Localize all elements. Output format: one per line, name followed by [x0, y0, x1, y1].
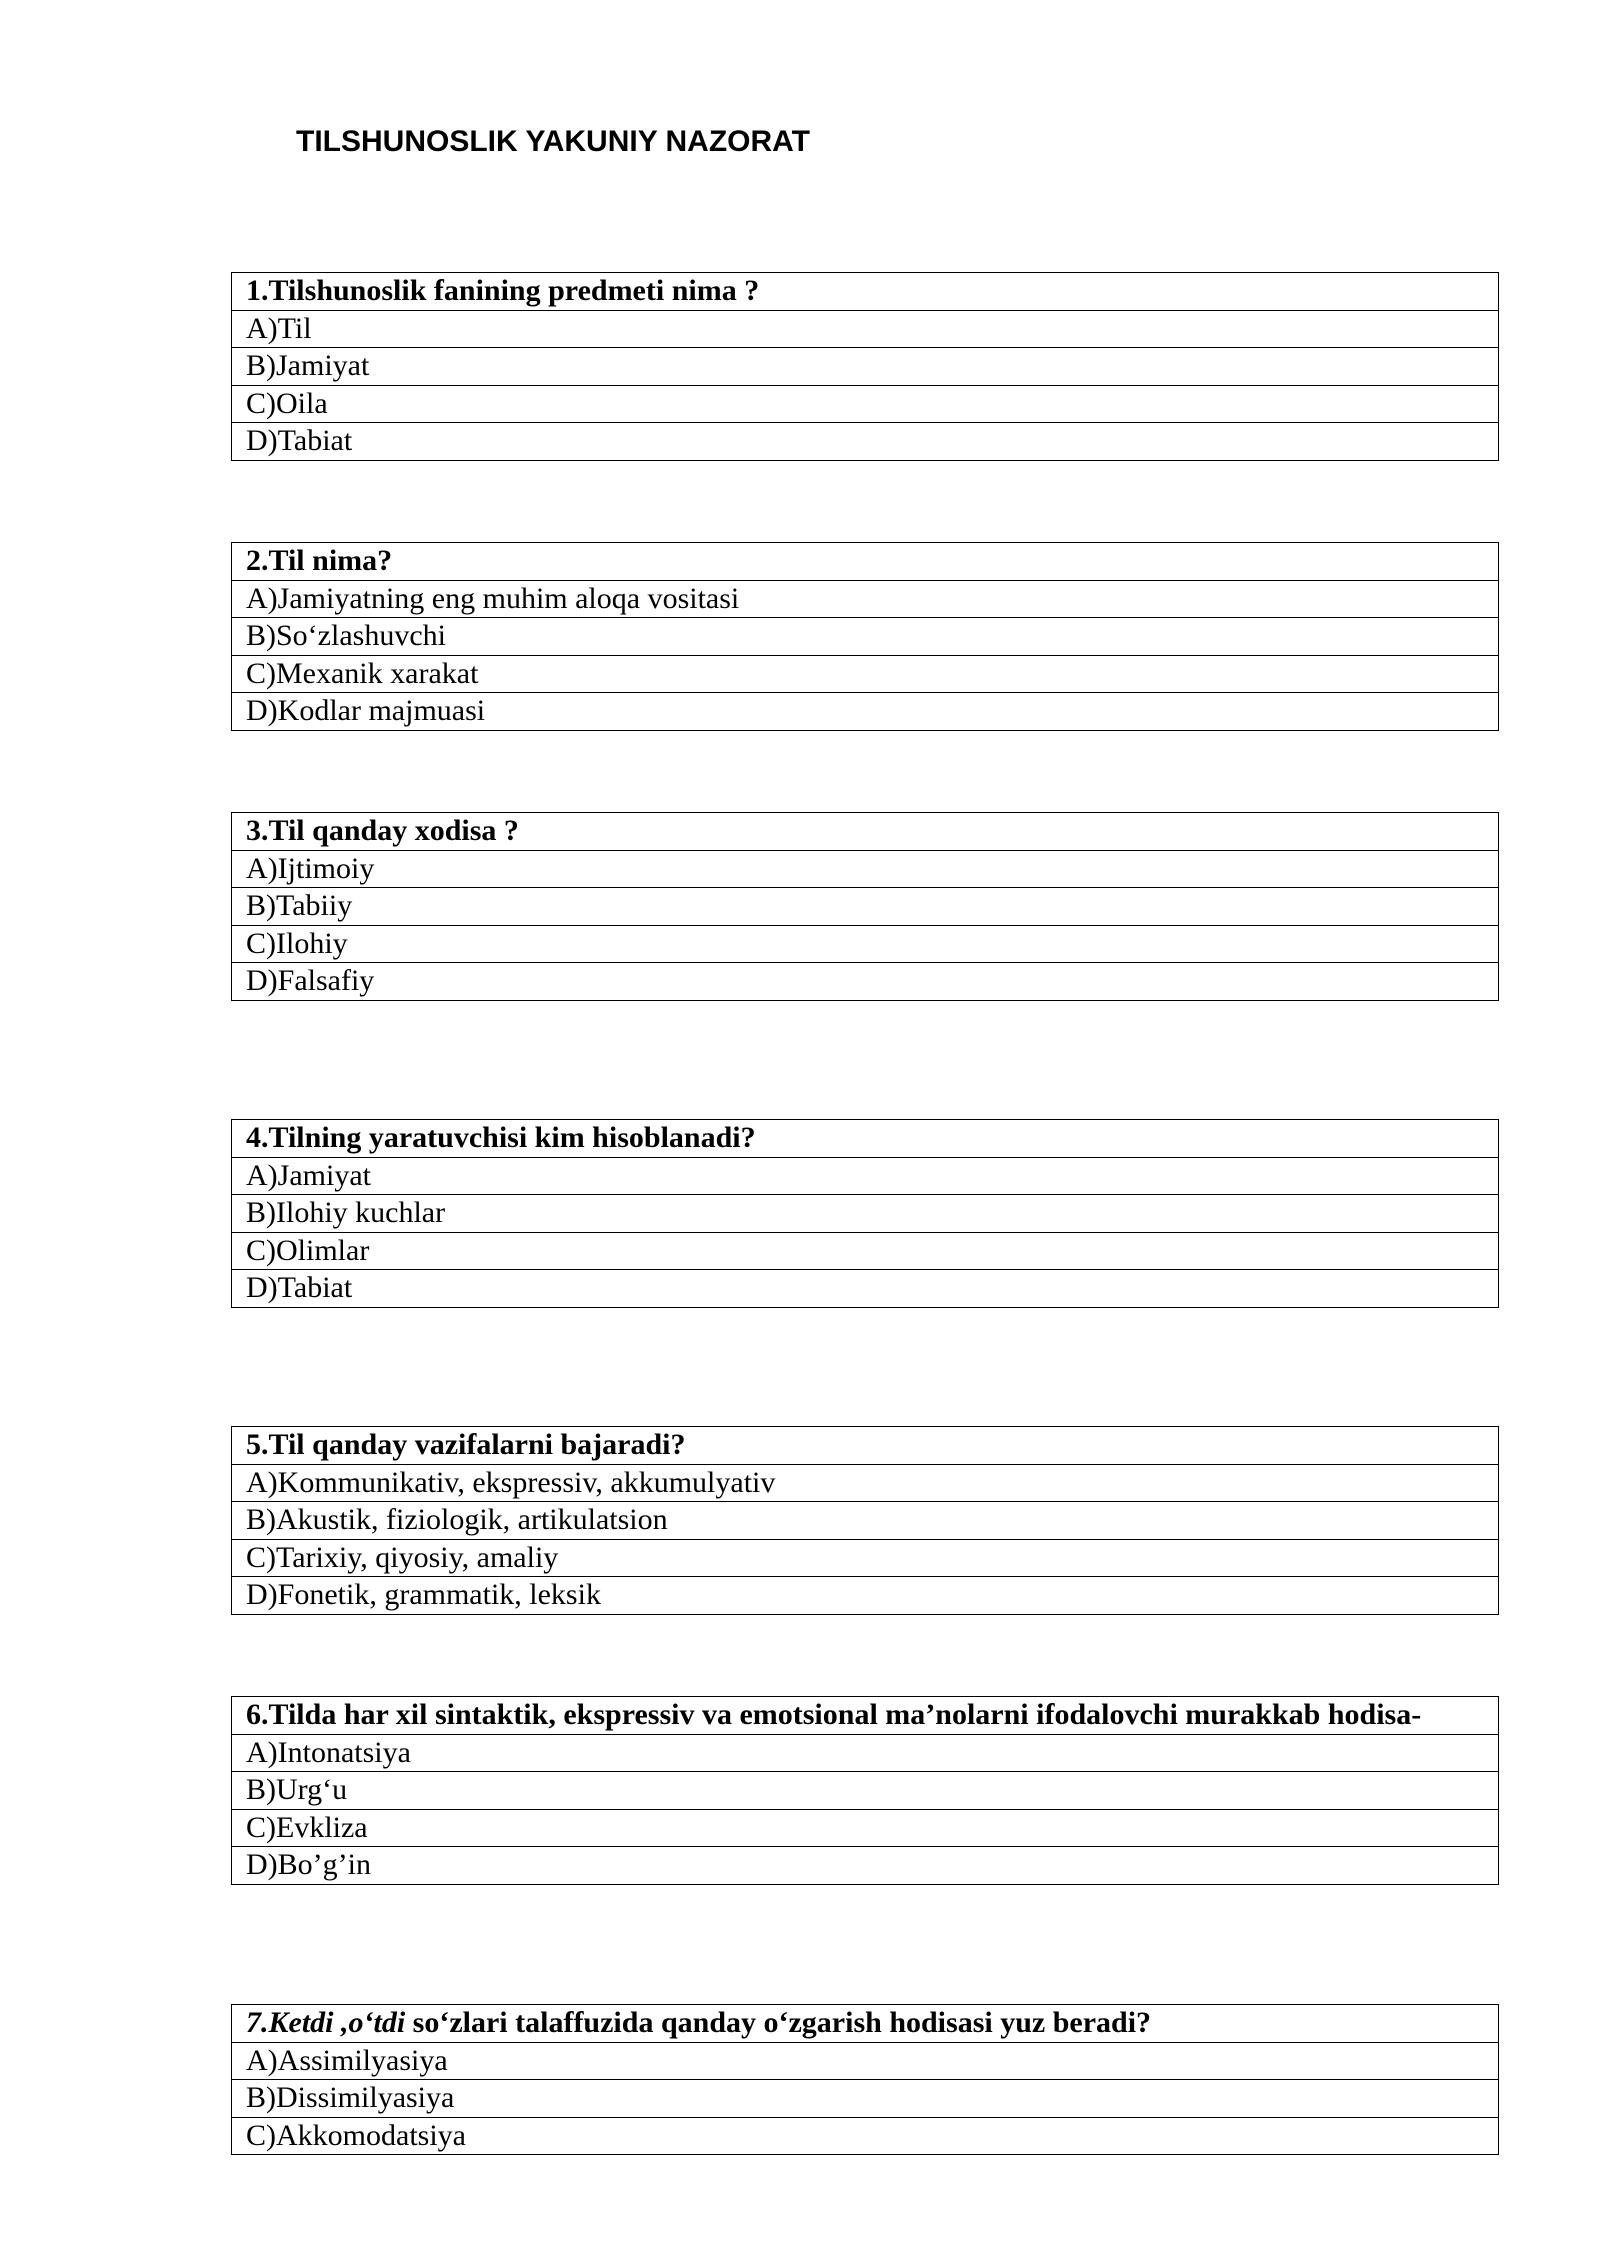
answer-option-a: A)Jamiyatning eng muhim aloqa vositasi	[232, 580, 1499, 618]
answer-option-b: B)Ilohiy kuchlar	[232, 1195, 1499, 1233]
question-text: 3.Til qanday xodisa ?	[232, 813, 1499, 851]
answer-option-a: A)Jamiyat	[232, 1157, 1499, 1195]
answer-option-b: B)Urg‘u	[232, 1772, 1499, 1810]
answer-option-a: A)Ijtimoiy	[232, 850, 1499, 888]
answer-option-c: C)Evkliza	[232, 1809, 1499, 1847]
question-block-4	[231, 1119, 1499, 1308]
answer-option-c: C)Ilohiy	[232, 925, 1499, 963]
question-block-2	[231, 542, 1499, 731]
question-text: 2.Til nima?	[232, 543, 1499, 581]
answer-option-d: D)Fonetik, grammatik, leksik	[232, 1577, 1499, 1615]
answer-option-c: C)Olimlar	[232, 1232, 1499, 1270]
question-text: 1.Tilshunoslik fanining predmeti nima ?	[232, 273, 1499, 311]
question-text-italic: 7.Ketdi ,o‘tdi	[246, 2006, 406, 2039]
answer-option-c: C)Akkomodatsiya	[232, 2117, 1499, 2155]
question-block-1	[231, 272, 1499, 461]
answer-option-a: A)Assimilyasiya	[232, 2042, 1499, 2080]
question-text: 4.Tilning yaratuvchisi kim hisoblanadi?	[232, 1120, 1499, 1158]
question-text	[232, 2005, 1499, 2043]
answer-option-b: B)Jamiyat	[232, 348, 1499, 386]
question-text: 5.Til qanday vazifalarni bajaradi?	[232, 1427, 1499, 1465]
answer-option-d: D)Tabiat	[232, 423, 1499, 461]
answer-option-c: C)Tarixiy, qiyosiy, amaliy	[232, 1539, 1499, 1577]
answer-option-b: B)Akustik, fiziologik, artikulatsion	[232, 1502, 1499, 1540]
answer-option-b: B)So‘zlashuvchi	[232, 618, 1499, 656]
answer-option-c: C)Oila	[232, 385, 1499, 423]
answer-option-d: D)Kodlar majmuasi	[232, 693, 1499, 731]
document-title: TILSHUNOSLIK YAKUNIY NAZORAT	[296, 125, 810, 158]
question-block-7	[231, 2004, 1499, 2155]
answer-option-d: D)Bo’g’in	[232, 1847, 1499, 1885]
answer-option-d: D)Falsafiy	[232, 963, 1499, 1001]
question-block-3	[231, 812, 1499, 1001]
answer-option-d: D)Tabiat	[232, 1270, 1499, 1308]
answer-option-a: A)Til	[232, 310, 1499, 348]
answer-option-a: A)Intonatsiya	[232, 1734, 1499, 1772]
question-text: 6.Tilda har xil sintaktik, ekspressiv va emotsional ma’nolarni ifodalovchi murakkab hodisa-	[232, 1697, 1499, 1735]
answer-option-b: B)Dissimilyasiya	[232, 2080, 1499, 2118]
answer-option-c: C)Mexanik xarakat	[232, 655, 1499, 693]
question-block-6	[231, 1696, 1499, 1885]
answer-option-a: A)Kommunikativ, ekspressiv, akkumulyativ	[232, 1464, 1499, 1502]
question-text-rest: so‘zlari talaffuzida qanday o‘zgarish hodisasi yuz beradi?	[405, 2006, 1152, 2039]
answer-option-b: B)Tabiiy	[232, 888, 1499, 926]
question-block-5	[231, 1426, 1499, 1615]
